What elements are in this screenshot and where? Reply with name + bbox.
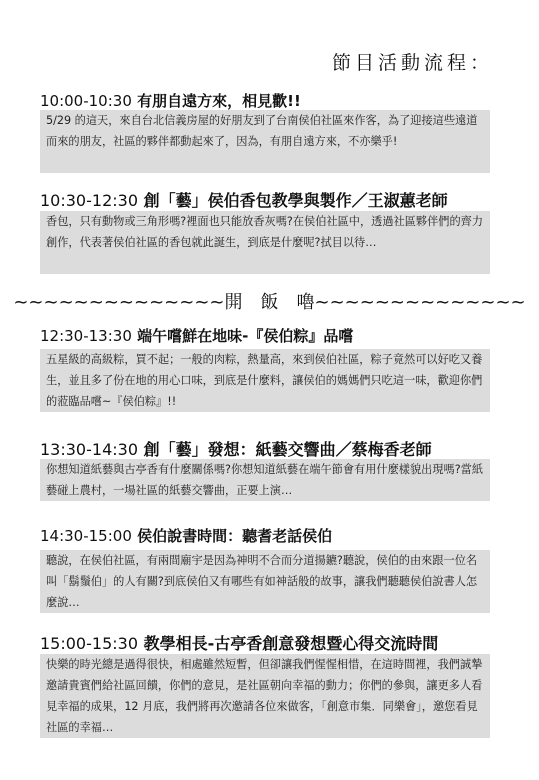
session-description: 快樂的時光總是過得很快，相處雖然短暫，但卻讓我們惺惺相惜，在這時間裡，我們誠摯邀請貴賓們給社區回饋，你們的意見，是社區朝向幸福的動力；你們的參與，讓更多人看見幸福的成果，12 月底，我們將再次邀請各位來做客，「創意市集．同樂會」，邀您看見社區的幸福… bbox=[40, 654, 490, 738]
session-time: 15:00-15:30 bbox=[40, 634, 138, 653]
session-heading bbox=[40, 188, 448, 211]
lunch-break-banner: ~~~~~~~~~~~~~~開 飯 嚕~~~~~~~~~~~~~~ bbox=[13, 292, 526, 313]
page-title: 節目活動流程： bbox=[331, 52, 493, 74]
session-description: 5/29 的這天，來自台北信義房屋的好朋友到了台南侯伯社區來作客，為了迎接這些遠道而來的朋友，社區的夥伴都動起來了，因為，有朋自遠方來，不亦樂乎! bbox=[40, 110, 490, 173]
session-heading bbox=[40, 525, 332, 546]
session-topic: 教學相長-古亭香創意發想暨心得交流時間 bbox=[143, 634, 439, 653]
session-description: 聽說，在侯伯社區，有兩間廟宇是因為神明不合而分道揚鑣?聽說，侯伯的由來跟一位名叫「鬍鬚伯」的人有關?到底侯伯又有哪些有如神話般的故事，讓我們聽聽侯伯說書人怎麼說… bbox=[40, 550, 490, 613]
session-topic: 有朋自遠方來，相見歡!! bbox=[137, 92, 301, 110]
session-heading bbox=[40, 437, 432, 460]
session-heading bbox=[40, 325, 353, 346]
session-time: 10:00-10:30 bbox=[40, 92, 132, 110]
session-topic: 創「藝」侯伯香包教學與製作／王淑蕙老師 bbox=[143, 191, 448, 210]
session-heading bbox=[40, 631, 438, 654]
session-time: 14:30-15:00 bbox=[40, 527, 132, 545]
session-topic: 創「藝」發想：紙藝交響曲／蔡梅香老師 bbox=[143, 440, 432, 459]
session-topic: 侯伯說書時間：聽耆老話侯伯 bbox=[137, 527, 333, 545]
session-description: 五星級的高級粽，買不起；一般的肉粽，熱量高，來到侯伯社區，粽子竟然可以好吃又養生，並且多了份在地的用心口味，到底是什麼料，讓侯伯的媽媽們只吃這一味，歡迎你們的蒞臨品嚐~『侯伯粽』!! bbox=[40, 349, 490, 412]
session-description: 香包，只有動物或三角形嗎?裡面也只能放香灰嗎?在侯伯社區中，透過社區夥伴們的齊力創作，代表著侯伯社區的香包就此誕生，到底是什麼呢?拭目以待… bbox=[40, 211, 490, 274]
session-time: 10:30-12:30 bbox=[40, 191, 138, 210]
session-description: 你想知道紙藝與古亭香有什麼關係嗎?你想知道紙藝在端午節會有用什麼樣貌出現嗎?當紙藝碰上農村，一場社區的紙藝交響曲，正要上演… bbox=[40, 459, 490, 501]
session-time: 12:30-13:30 bbox=[40, 327, 132, 345]
session-heading bbox=[40, 90, 301, 111]
session-time: 13:30-14:30 bbox=[40, 440, 138, 459]
session-topic: 端午嚐鮮在地味-『侯伯粽』品嚐 bbox=[137, 327, 354, 345]
